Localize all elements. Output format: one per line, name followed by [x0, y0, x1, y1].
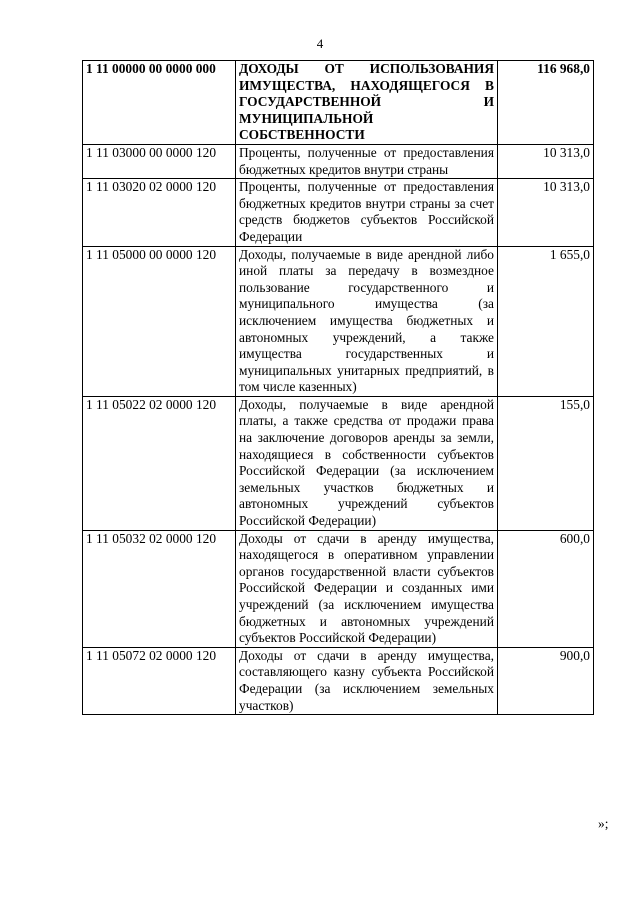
- table-row: [83, 530, 594, 647]
- revenue-name: Доходы от сдачи в аренду имущества, находящегося в оперативном управлении органов государственной власти субъектов Российской Федерации и созданных ими учреждений (за исключением имущества бюджетных и автономных учреждений субъектов Российской Федерации): [236, 530, 498, 647]
- budget-code: 1 11 05000 00 0000 120: [83, 246, 236, 396]
- revenue-amount: 1 655,0: [498, 246, 594, 396]
- revenue-table: [82, 60, 594, 715]
- budget-code: 1 11 00000 00 0000 000: [83, 61, 236, 145]
- page-number: 4: [316, 36, 324, 51]
- revenue-amount: 116 968,0: [498, 61, 594, 145]
- table-row: [83, 144, 594, 178]
- table-row: [83, 246, 594, 396]
- table-row: [83, 647, 594, 714]
- revenue-amount: 900,0: [498, 647, 594, 714]
- revenue-name: Проценты, полученные от предоставления бюджетных кредитов внутри страны за счет средств бюджетов субъектов Российской Федерации: [236, 179, 498, 246]
- table-row: [83, 61, 594, 145]
- revenue-amount: 10 313,0: [498, 179, 594, 246]
- revenue-amount: 10 313,0: [498, 144, 594, 178]
- budget-code: 1 11 03000 00 0000 120: [83, 144, 236, 178]
- revenue-name: Доходы, получаемые в виде арендной платы, а также средства от продажи права на заключение договоров аренды за земли, находящиеся в собственности субъектов Российской Федерации (за исключением земельных участков бюджетных и автономных учреждений субъектов Российской Федерации): [236, 396, 498, 530]
- table-row: [83, 179, 594, 246]
- revenue-amount: 155,0: [498, 396, 594, 530]
- revenue-name: ДОХОДЫ ОТ ИСПОЛЬЗОВАНИЯ ИМУЩЕСТВА, НАХОДЯЩЕГОСЯ В ГОСУДАРСТВЕННОЙ И МУНИЦИПАЛЬНОЙ СОБСТВЕННОСТИ: [236, 61, 498, 145]
- budget-code: 1 11 05022 02 0000 120: [83, 396, 236, 530]
- revenue-name: Проценты, полученные от предоставления бюджетных кредитов внутри страны: [236, 144, 498, 178]
- revenue-name: Доходы от сдачи в аренду имущества, составляющего казну субъекта Российской Федерации (за исключением земельных участков): [236, 647, 498, 714]
- revenue-amount: 600,0: [498, 530, 594, 647]
- budget-code: 1 11 05032 02 0000 120: [83, 530, 236, 647]
- budget-code: 1 11 05072 02 0000 120: [83, 647, 236, 714]
- revenue-name: Доходы, получаемые в виде арендной либо иной платы за передачу в возмездное пользование государственного и муниципального имущества (за исключением имущества бюджетных и автономных учреждений, а также имущества государственных и муниципальных унитарных предприятий, в том числе казенных): [236, 246, 498, 396]
- closing-quote-mark: »;: [598, 816, 609, 831]
- table-row: [83, 396, 594, 530]
- budget-code: 1 11 03020 02 0000 120: [83, 179, 236, 246]
